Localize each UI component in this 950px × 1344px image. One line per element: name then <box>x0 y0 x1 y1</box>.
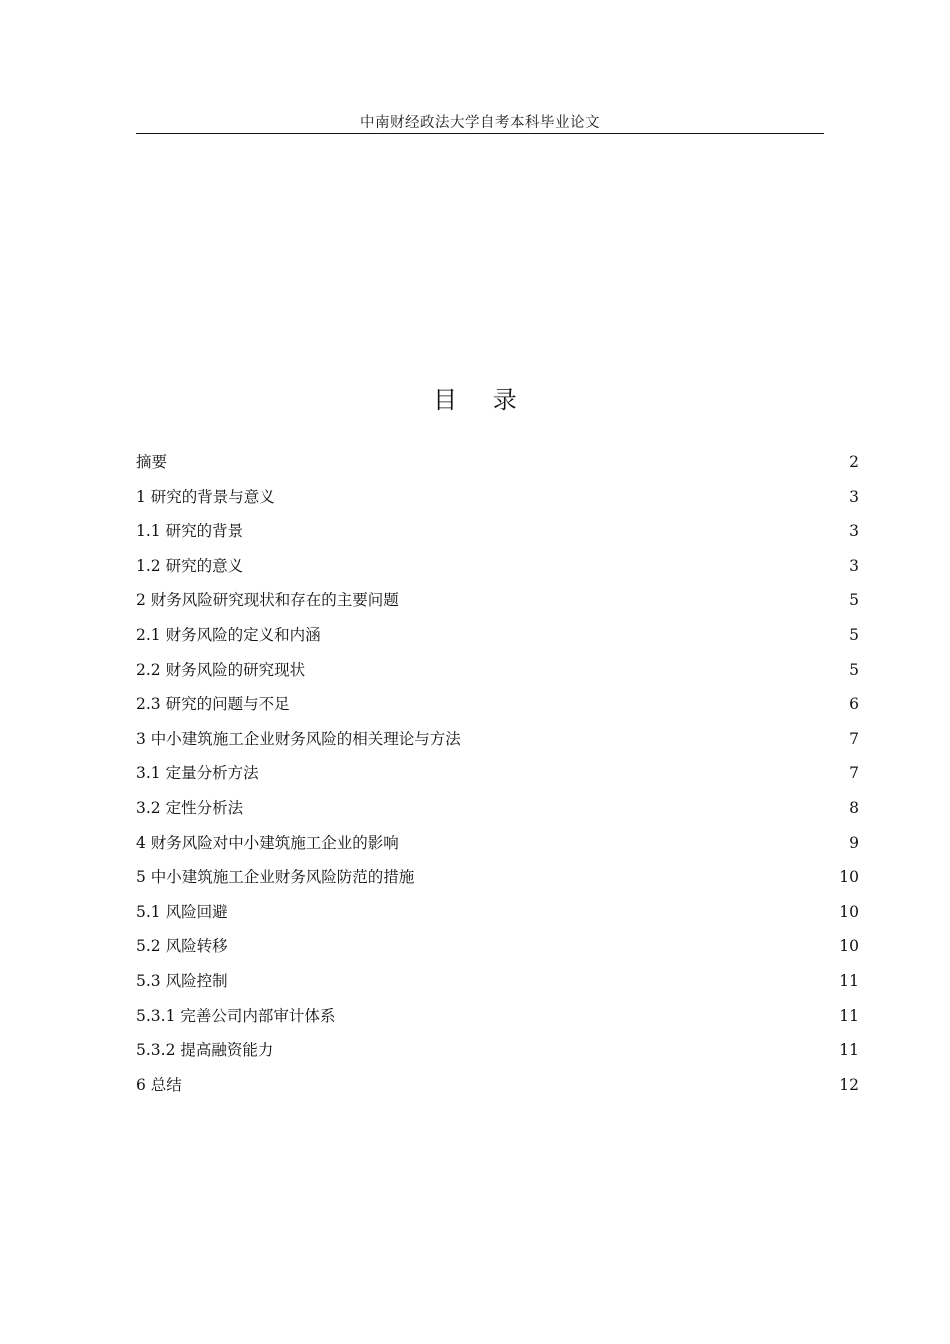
toc-entry-label: 6 总结 <box>136 1075 182 1094</box>
toc-entry-page: 10 <box>839 868 859 887</box>
toc-entry-label: 4 财务风险对中小建筑施工企业的影响 <box>136 833 399 852</box>
toc-title: 目 录 <box>433 386 531 414</box>
toc-entry-label: 5 中小建筑施工企业财务风险防范的措施 <box>136 868 415 887</box>
toc-entry-label: 3.2 定性分析法 <box>136 798 244 817</box>
toc-entry[interactable] <box>136 1033 859 1068</box>
toc-entry[interactable] <box>136 687 859 722</box>
toc-entry[interactable] <box>136 514 859 549</box>
toc-entry-page: 10 <box>839 902 859 921</box>
toc-entry-label: 2.1 财务风险的定义和内涵 <box>136 625 321 644</box>
toc-entry[interactable] <box>136 722 859 757</box>
toc-entry[interactable] <box>136 549 859 584</box>
toc-entry-page: 7 <box>849 729 859 748</box>
toc-entry-label: 1.2 研究的意义 <box>136 556 244 575</box>
toc-entry-page: 6 <box>849 695 859 714</box>
toc-entry[interactable] <box>136 964 859 999</box>
toc-entry[interactable] <box>136 480 859 515</box>
toc-entry[interactable] <box>136 653 859 688</box>
toc-entry-label: 5.2 风险转移 <box>136 937 228 956</box>
toc-entry-label: 5.3.1 完善公司内部审计体系 <box>136 1006 336 1025</box>
toc-entry-page: 5 <box>849 625 859 644</box>
toc-entry[interactable] <box>136 929 859 964</box>
toc-entry[interactable] <box>136 895 859 930</box>
toc-entry-page: 10 <box>839 937 859 956</box>
toc-entry-label: 1 研究的背景与意义 <box>136 487 275 506</box>
toc-entry-page: 11 <box>839 1006 859 1025</box>
running-header: 中南财经政法大学自考本科毕业论文 <box>360 115 600 131</box>
toc-entry[interactable] <box>136 583 859 618</box>
toc-entry[interactable] <box>136 791 859 826</box>
toc-entry-label: 5.3.2 提高融资能力 <box>136 1041 274 1060</box>
toc-entry-label: 3 中小建筑施工企业财务风险的相关理论与方法 <box>136 729 461 748</box>
toc-entry-page: 5 <box>849 660 859 679</box>
toc-entry[interactable] <box>136 860 859 895</box>
toc-entry-page: 9 <box>849 833 859 852</box>
toc-entry[interactable] <box>136 999 859 1034</box>
toc-entry-label: 2 财务风险研究现状和存在的主要问题 <box>136 591 399 610</box>
toc-entry-page: 8 <box>849 798 859 817</box>
toc-entry-page: 11 <box>839 971 859 990</box>
toc-entry-page: 3 <box>849 556 859 575</box>
toc-entry[interactable] <box>136 445 859 480</box>
toc-entry-page: 7 <box>849 764 859 783</box>
toc-entry-label: 3.1 定量分析方法 <box>136 764 259 783</box>
toc-entry[interactable] <box>136 756 859 791</box>
toc-entry-page: 5 <box>849 591 859 610</box>
toc-entry[interactable] <box>136 618 859 653</box>
header-rule <box>136 133 824 134</box>
toc-entry-label: 摘要 <box>136 453 168 471</box>
toc-entry[interactable] <box>136 826 859 861</box>
toc-entry-label: 1.1 研究的背景 <box>136 522 244 541</box>
toc-entry-label: 2.3 研究的问题与不足 <box>136 695 290 714</box>
toc-entry-label: 5.3 风险控制 <box>136 971 228 990</box>
toc-entry[interactable] <box>136 1068 859 1103</box>
table-of-contents <box>136 445 859 1102</box>
toc-entry-page: 11 <box>839 1041 859 1060</box>
toc-entry-page: 3 <box>849 522 859 541</box>
toc-entry-label: 2.2 财务风险的研究现状 <box>136 660 306 679</box>
toc-entry-page: 3 <box>849 487 859 506</box>
toc-entry-page: 12 <box>839 1075 859 1094</box>
toc-entry-page: 2 <box>849 453 859 471</box>
toc-entry-label: 5.1 风险回避 <box>136 902 228 921</box>
